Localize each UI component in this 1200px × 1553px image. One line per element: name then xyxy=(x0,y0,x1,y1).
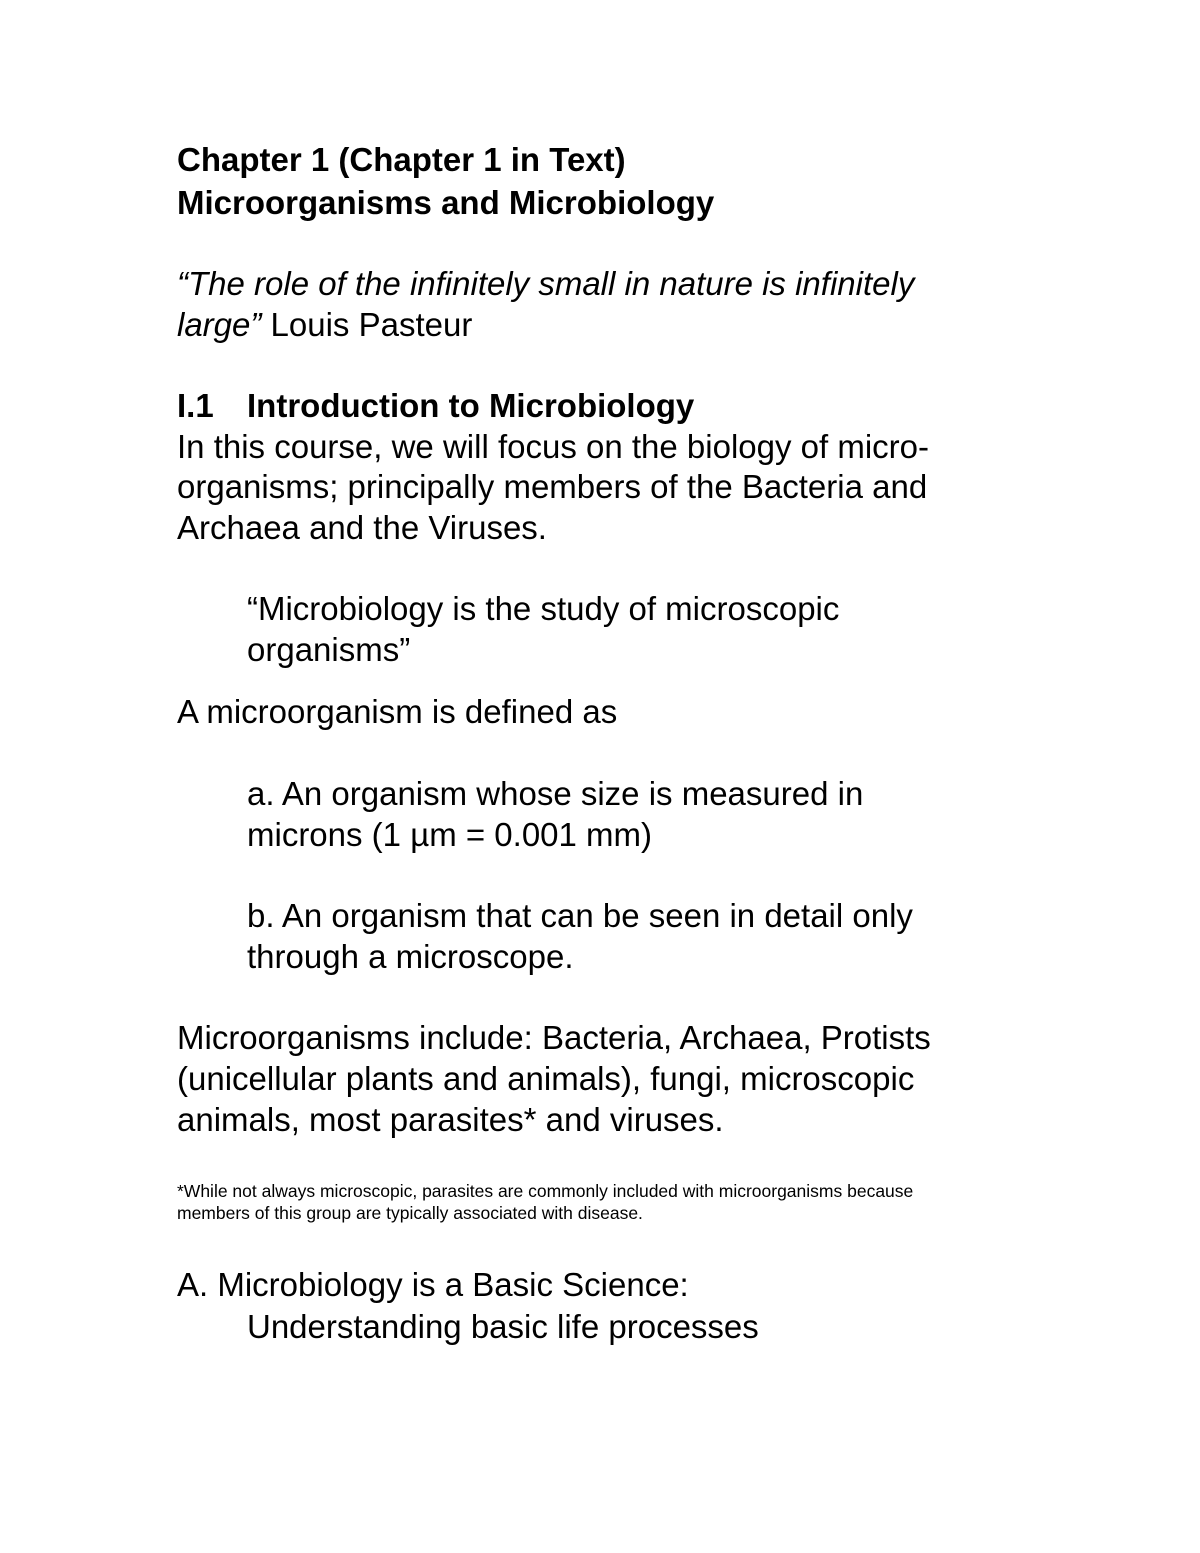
definition-a-line: microns (1 µm = 0.001 mm) xyxy=(247,816,653,853)
section-heading xyxy=(177,386,694,426)
footnote-line: *While not always microscopic, parasites are commonly included with microorganisms because xyxy=(177,1181,914,1201)
section-a-title: A. Microbiology is a Basic Science: xyxy=(177,1266,689,1303)
includes-line: (unicellular plants and animals), fungi, microscopic xyxy=(177,1060,915,1097)
paragraph-line: organisms; principally members of the Bacteria and xyxy=(177,468,928,505)
footnote-line: members of this group are typically associated with disease. xyxy=(177,1203,643,1223)
section-number: I.1 xyxy=(177,387,214,424)
quote-attribution: Louis Pasteur xyxy=(261,306,473,343)
section-title: Introduction to Microbiology xyxy=(247,387,695,424)
section-a-subtitle: Understanding basic life processes xyxy=(247,1308,759,1345)
quote-text: “The role of the infinitely small in nature is infinitely xyxy=(177,265,915,302)
chapter-subtitle: Microorganisms and Microbiology xyxy=(177,184,715,221)
includes-line: animals, most parasites* and viruses. xyxy=(177,1101,724,1138)
definition-quote-line: organisms” xyxy=(247,631,411,668)
includes-line: Microorganisms include: Bacteria, Archaea, Protists xyxy=(177,1019,931,1056)
chapter-title: Chapter 1 (Chapter 1 in Text) xyxy=(177,141,626,178)
definition-intro: A microorganism is defined as xyxy=(177,693,618,730)
paragraph-line: In this course, we will focus on the biology of micro- xyxy=(177,428,929,465)
paragraph-line: Archaea and the Viruses. xyxy=(177,509,547,546)
pasteur-quote-line-1 xyxy=(177,264,914,304)
definition-quote-line: “Microbiology is the study of microscopic xyxy=(247,590,840,627)
definition-b-line: through a microscope. xyxy=(247,938,574,975)
quote-text-end: large” xyxy=(177,306,262,343)
definition-a-line: a. An organism whose size is measured in xyxy=(247,775,864,812)
pasteur-quote-line-2 xyxy=(177,305,472,345)
definition-b-line: b. An organism that can be seen in detail only xyxy=(247,897,913,934)
